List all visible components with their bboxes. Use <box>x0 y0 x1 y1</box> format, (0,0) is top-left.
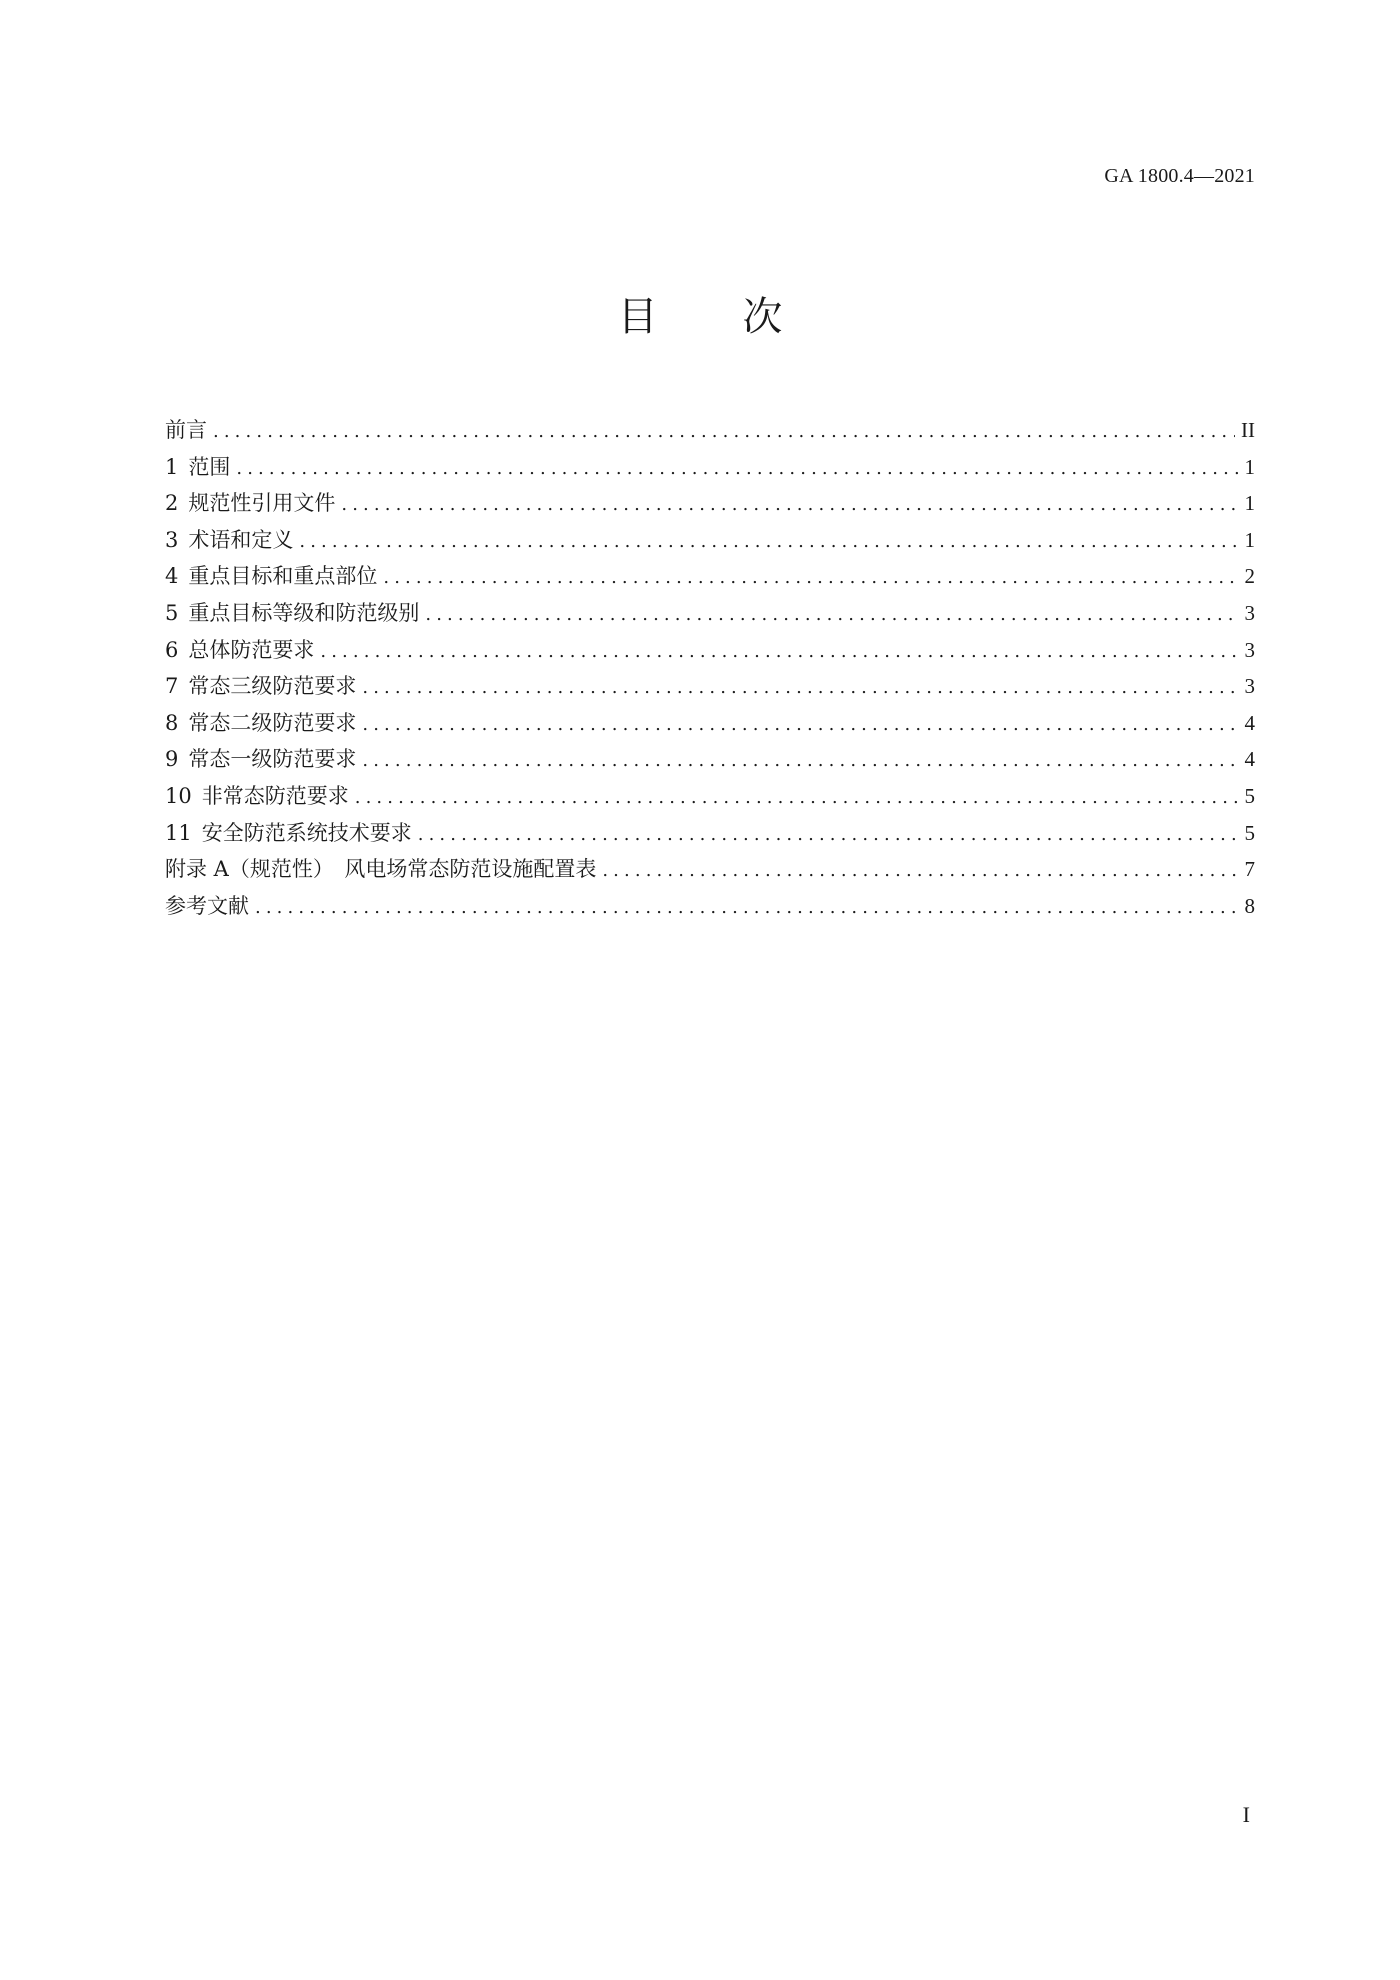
toc-entry-level-two[interactable] <box>165 705 1255 742</box>
toc-entry-normative-references[interactable] <box>165 485 1255 522</box>
toc-entry-number: 3 <box>165 527 179 552</box>
toc-leader-dots <box>602 853 1238 890</box>
toc-leader-dots <box>362 707 1238 744</box>
toc-entry-number: 6 <box>165 637 179 662</box>
toc-entry-page: 5 <box>1244 820 1255 845</box>
toc-entry-appendix-a[interactable] <box>165 851 1255 888</box>
toc-entry-label: 参考文献 <box>165 893 249 918</box>
toc-entry-label: 附录 A（规范性） 风电场常态防范设施配置表 <box>165 857 597 882</box>
toc-entry-number: 2 <box>165 491 179 516</box>
toc-entry-terms-definitions[interactable] <box>165 522 1255 559</box>
toc-leader-dots <box>341 487 1238 524</box>
toc-entry-number: 9 <box>165 747 179 772</box>
toc-entry-level-three[interactable] <box>165 668 1255 705</box>
toc-entry-page: 2 <box>1244 564 1255 589</box>
toc-entry-key-targets[interactable] <box>165 558 1255 595</box>
toc-entry-label: 常态二级防范要求 <box>188 710 357 735</box>
toc-entry-label: 范围 <box>188 454 231 479</box>
toc-leader-dots <box>362 670 1238 707</box>
toc-entry-scope[interactable] <box>165 449 1255 486</box>
toc-entry-number: 1 <box>165 454 179 479</box>
toc-entry-label: 非常态防范要求 <box>201 783 349 808</box>
toc-entry-label: 总体防范要求 <box>188 637 315 662</box>
toc-leader-dots <box>320 634 1238 671</box>
toc-entry-abnormal-requirements[interactable] <box>165 778 1255 815</box>
page-number: I <box>1242 1802 1250 1827</box>
toc-entry-label: 安全防范系统技术要求 <box>201 820 412 845</box>
toc-entry-label: 常态一级防范要求 <box>188 747 357 772</box>
toc-leader-dots <box>383 560 1238 597</box>
toc-entry-general-requirements[interactable] <box>165 632 1255 669</box>
toc-entry-page: 1 <box>1244 491 1255 516</box>
document-code: GA 1800.4—2021 <box>1104 165 1255 187</box>
toc-leader-dots <box>299 524 1238 561</box>
toc-entry-page: 5 <box>1244 783 1255 808</box>
toc-entry-label: 常态三级防范要求 <box>188 674 357 699</box>
toc-leader-dots <box>213 414 1235 451</box>
toc-leader-dots <box>236 451 1238 488</box>
toc-entry-page: 7 <box>1244 857 1255 882</box>
toc-entry-page: 3 <box>1244 637 1255 662</box>
toc-entry-system-technical[interactable] <box>165 815 1255 852</box>
toc-entry-bibliography[interactable] <box>165 888 1255 925</box>
toc-leader-dots <box>425 597 1238 634</box>
toc-entry-page: 4 <box>1244 710 1255 735</box>
toc-leader-dots <box>355 780 1239 817</box>
toc-entry-number: 8 <box>165 710 179 735</box>
toc-leader-dots <box>255 890 1239 927</box>
toc-entry-page: II <box>1241 418 1255 442</box>
toc-entry-page: 1 <box>1244 454 1255 479</box>
toc-entry-page: 3 <box>1244 600 1255 625</box>
toc-entry-page: 4 <box>1244 747 1255 772</box>
toc-entry-label: 规范性引用文件 <box>188 491 336 516</box>
table-of-contents <box>165 412 1255 924</box>
toc-leader-dots <box>362 743 1238 780</box>
toc-entry-number: 4 <box>165 564 179 589</box>
toc-entry-number: 10 <box>165 783 192 808</box>
toc-entry-number: 5 <box>165 600 179 625</box>
toc-entry-label: 重点目标和重点部位 <box>188 564 378 589</box>
toc-entry-label: 术语和定义 <box>188 527 294 552</box>
toc-entry-number: 7 <box>165 674 179 699</box>
toc-entry-number: 11 <box>165 820 192 845</box>
toc-entry-label: 重点目标等级和防范级别 <box>188 600 420 625</box>
toc-leader-dots <box>418 817 1239 854</box>
toc-entry-target-levels[interactable] <box>165 595 1255 632</box>
toc-entry-page: 8 <box>1244 893 1255 918</box>
toc-entry-page: 3 <box>1244 674 1255 699</box>
toc-title: 目 次 <box>617 294 819 340</box>
toc-entry-foreword[interactable] <box>165 412 1255 449</box>
toc-entry-page: 1 <box>1244 527 1255 552</box>
toc-entry-label: 前言 <box>165 418 207 442</box>
toc-entry-level-one[interactable] <box>165 741 1255 778</box>
